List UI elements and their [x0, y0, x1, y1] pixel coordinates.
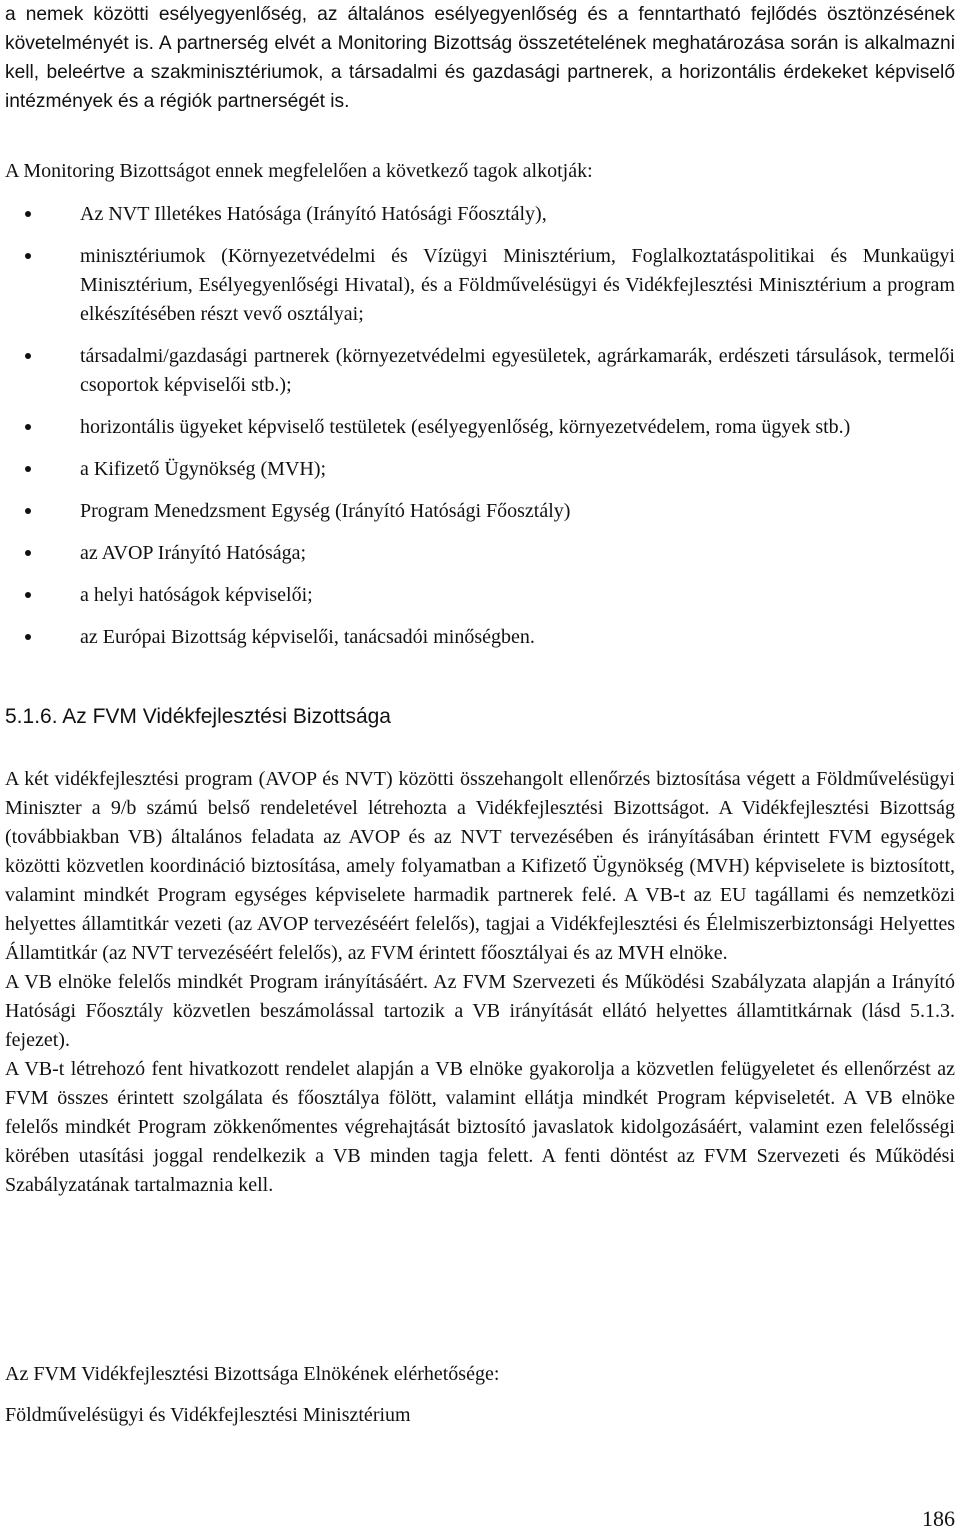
bullet-icon: [25, 353, 31, 359]
page-number: 186: [922, 1506, 955, 1531]
bullet-icon: [25, 550, 31, 556]
members-lead: A Monitoring Bizottságot ennek megfelelően a következő tagok alkotják:: [5, 160, 593, 182]
bullet-icon: [25, 466, 31, 472]
bullet-icon: [25, 211, 31, 217]
list-item: a Kifizető Ügynökség (MVH);: [5, 455, 955, 484]
bullet-icon: [25, 634, 31, 640]
bullet-icon: [25, 508, 31, 514]
section-body: [5, 765, 955, 1200]
list-item: Az NVT Illetékes Hatósága (Irányító Hatósági Főosztály),: [5, 200, 955, 229]
list-item: horizontális ügyeket képviselő testületek (esélyegyenlőség, környezetvédelem, roma ügyek stb.): [5, 413, 955, 442]
section-number: 5.1.6.: [5, 705, 58, 728]
list-item: Program Menedzsment Egység (Irányító Hatósági Főosztály): [5, 497, 955, 526]
contact-title: Az FVM Vidékfejlesztési Bizottsága Elnökének elérhetősége:: [5, 1363, 500, 1385]
intro-paragraph: a nemek közötti esélyegyenlőség, az általános esélyegyenlőség és a fenntartható fejlődés ösztönzésének követelményét is. A partnerség elvét a Monitoring Bizottság összetételének meghatározása során is alkalmazni kell, beleértve a szakminisztériumok, a társadalmi és gazdasági partnerek, a horizontális érdekeket képviselő intézmények és a régiók partnerségét is.: [5, 4, 955, 112]
list-item: az AVOP Irányító Hatósága;: [5, 539, 955, 568]
body-paragraph: A VB-t létrehozó fent hivatkozott rendelet alapján a VB elnöke gyakorolja a közvetlen felügyeletet és ellenőrzést az FVM összes érintett szolgálata és főosztálya fölött, valamint ellátja mindkét Program képviseletét. A VB elnöke felelős mindkét Program zökkenőmentes végrehajtását biztosító javaslatok kidolgozásáért, valamint ezen felelősségi körében utasítási joggal rendelkezik a VB minden tagja felett. A fenti döntést az FVM Szervezeti és Működési Szabályzatának tartalmaznia kell.: [5, 1058, 955, 1196]
body-paragraph: A két vidékfejlesztési program (AVOP és NVT) közötti összehangolt ellenőrzés biztosítása végett a Földművelésügyi Miniszter a 9/b számú belső rendeletével létrehozta a Vidékfejlesztési Bizottságot. A Vidékfejlesztési Bizottság (továbbiakban VB) általános feladata az AVOP és az NVT tervezésében és irányításában érintett FVM egységek közötti közvetlen koordináció biztosítása, amely folyamatban a Kifizető Ügynökség (MVH) képviselete is biztosított, valamint mindkét Program egységes képviselete harmadik partnerek felé. A VB-t az EU tagállami és nemzetközi helyettes államtitkár vezeti (az AVOP tervezéséért felelős), tagjai a Vidékfejlesztési és Élelmiszerbiztonsági Helyettes Államtitkár (az NVT tervezéséért felelős), az FVM érintett főosztályai és az MVH elnöke.: [5, 768, 955, 964]
list-item: társadalmi/gazdasági partnerek (környezetvédelmi egyesületek, agrárkamarák, erdészeti társulások, termelői csoportok képviselői stb.);: [5, 342, 955, 400]
section-title: Az FVM Vidékfejlesztési Bizottsága: [62, 705, 391, 728]
bullet-icon: [25, 424, 31, 430]
list-item: minisztériumok (Környezetvédelmi és Vízügyi Minisztérium, Foglalkoztatáspolitikai és Munkaügyi Minisztérium, Esélyegyenlőségi Hivatal), és a Földművelésügyi és Vidékfejlesztési Minisztérium a program elkészítésében részt vevő osztályai;: [5, 242, 955, 329]
contact-name: Földművelésügyi és Vidékfejlesztési Minisztérium: [5, 1404, 411, 1426]
bullet-icon: [25, 253, 31, 259]
list-item: az Európai Bizottság képviselői, tanácsadói minőségben.: [5, 623, 955, 652]
list-item: a helyi hatóságok képviselői;: [5, 581, 955, 610]
body-paragraph: A VB elnöke felelős mindkét Program irányításáért. Az FVM Szervezeti és Működési Szabályzata alapján a Irányító Hatósági Főosztály közvetlen beszámolással tartozik a VB irányítását ellátó helyettes államtitkárnak (lásd 5.1.3. fejezet).: [5, 971, 955, 1051]
bullet-icon: [25, 592, 31, 598]
section-heading: [5, 702, 955, 731]
members-list: [5, 200, 955, 665]
